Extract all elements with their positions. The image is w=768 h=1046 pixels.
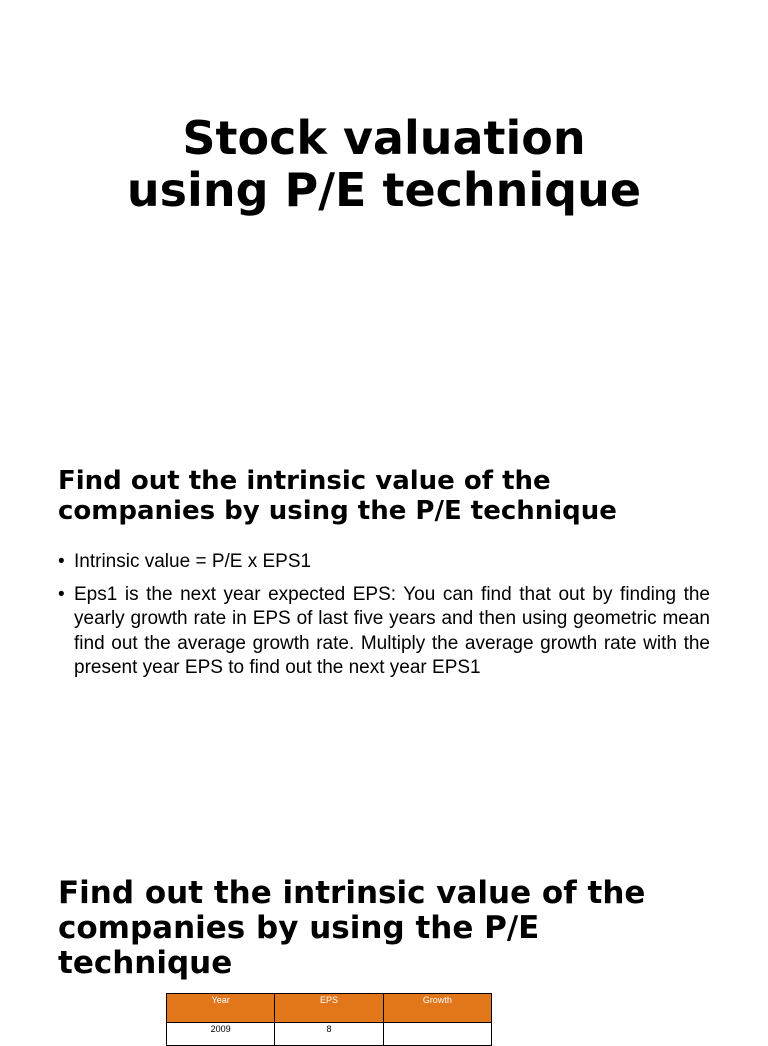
section-1-heading — [58, 466, 738, 526]
table-cell-year: 2009 — [167, 1023, 275, 1046]
column-header-growth: Growth — [383, 994, 491, 1023]
table-header-row — [167, 994, 492, 1023]
bullet-list — [58, 550, 710, 689]
column-header-year: Year — [167, 994, 275, 1023]
section-2-heading-line-2: companies by using the P/E — [58, 910, 540, 946]
title-line-2: using P/E technique — [126, 163, 642, 217]
table-row — [167, 1023, 492, 1046]
section-2-heading — [58, 876, 738, 981]
section-2-heading-line-1: Find out the intrinsic value of the — [58, 875, 646, 911]
section-1-heading-line-2: companies by using the P/E technique — [58, 496, 617, 526]
table-cell-growth — [383, 1023, 491, 1046]
eps-table — [166, 993, 492, 1046]
bullet-item: • Intrinsic value = P/E x EPS1 — [58, 550, 710, 575]
table-cell-eps: 8 — [275, 1023, 383, 1046]
section-1-heading-line-1: Find out the intrinsic value of the — [58, 466, 551, 496]
bullet-item: • Eps1 is the next year expected EPS: You can find that out by finding the yearly growth rate in EPS of last five years and then using geometric mean find out the average growth rate. Multiply the average growth rate with the present year EPS to find out the next year EPS1 — [58, 583, 710, 681]
page-title — [0, 112, 768, 216]
title-line-1: Stock valuation — [182, 111, 586, 165]
column-header-eps: EPS — [275, 994, 383, 1023]
section-2-heading-line-3: technique — [58, 945, 233, 981]
